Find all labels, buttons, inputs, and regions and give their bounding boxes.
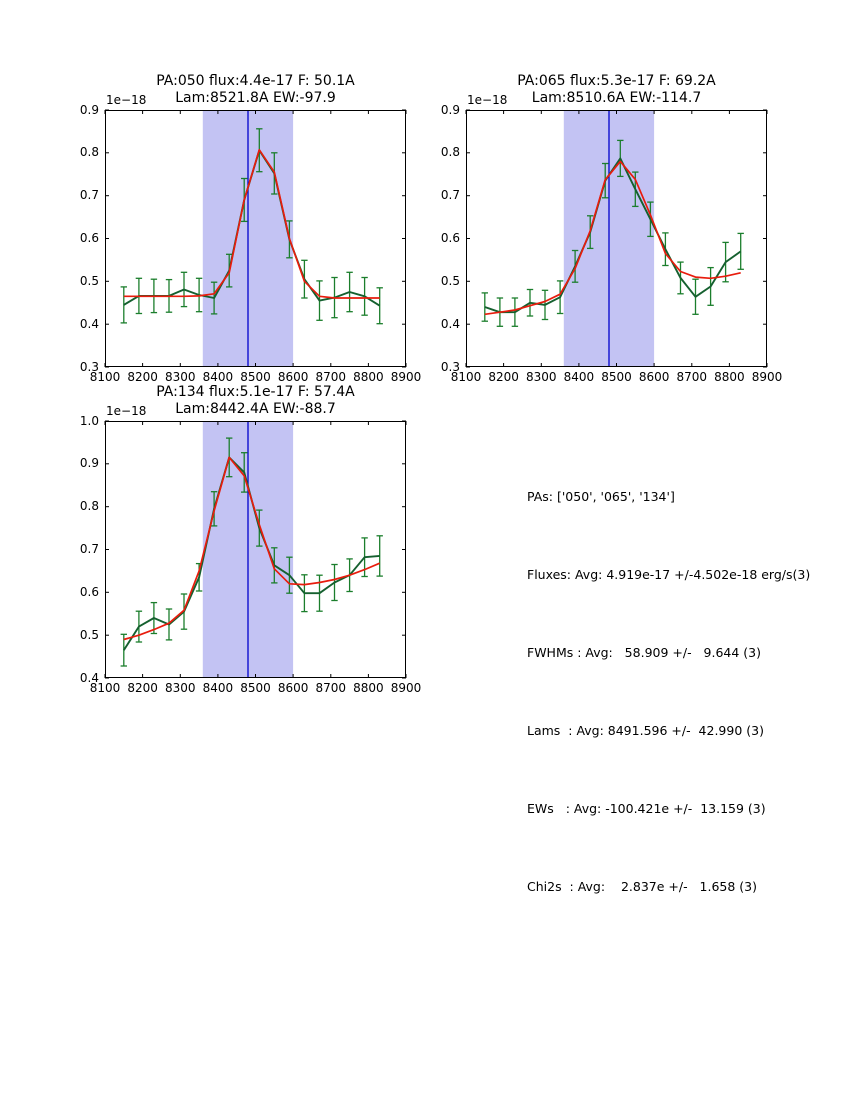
y-tick-label: 0.6 xyxy=(79,231,99,245)
y-tick-label: 0.4 xyxy=(79,670,99,685)
x-tick-label: 8400 xyxy=(563,370,595,384)
x-tick-label: 8700 xyxy=(315,370,347,384)
plot-title-line1: PA:065 flux:5.3e-17 F: 69.2A xyxy=(517,73,716,89)
y-tick-label: 0.9 xyxy=(440,102,460,117)
spectrum-plot-pa-065 xyxy=(440,73,783,384)
x-tick-label: 8400 xyxy=(202,370,234,384)
x-tick-label: 8600 xyxy=(277,370,309,384)
stats-line-fluxes: Fluxes: Avg: 4.919e-17 +/-4.502e-18 erg/s(3) xyxy=(527,567,811,582)
stats-line-chi2s: Chi2s : Avg: 2.837e +/- 1.658 (3) xyxy=(527,879,758,894)
x-tick-label: 8100 xyxy=(89,681,121,695)
x-tick-label: 8600 xyxy=(638,370,670,384)
x-tick-label: 8900 xyxy=(751,370,783,384)
x-tick-label: 8900 xyxy=(390,681,422,695)
y-tick-label: 0.5 xyxy=(79,273,99,288)
axis-tick-labels xyxy=(79,102,422,384)
x-tick-label: 8300 xyxy=(165,681,196,695)
x-tick-label: 8200 xyxy=(488,370,519,384)
axis-tick-labels xyxy=(79,413,422,695)
stats-line-ews: EWs : Avg: -100.421e +/- 13.159 (3) xyxy=(527,801,766,816)
plot-title-line2: Lam:8442.4A EW:-88.7 xyxy=(175,401,336,417)
y-tick-label: 1.0 xyxy=(79,413,99,428)
x-tick-label: 8100 xyxy=(89,370,121,384)
x-tick-label: 8800 xyxy=(353,681,384,695)
y-axis-offset-label: 1e−18 xyxy=(467,93,508,107)
plot-title-line1: PA:050 flux:4.4e-17 F: 50.1A xyxy=(156,73,355,89)
y-tick-label: 0.8 xyxy=(79,499,99,514)
plot-title-line2: Lam:8521.8A EW:-97.9 xyxy=(175,90,336,106)
x-tick-label: 8800 xyxy=(714,370,745,384)
x-tick-label: 8700 xyxy=(676,370,708,384)
x-tick-label: 8800 xyxy=(353,370,384,384)
y-axis-offset-label: 1e−18 xyxy=(106,404,147,418)
spectrum-plot-pa-050 xyxy=(79,73,422,384)
x-tick-label: 8500 xyxy=(240,681,271,695)
y-tick-label: 0.3 xyxy=(79,359,99,374)
x-tick-label: 8400 xyxy=(202,681,234,695)
y-axis-offset-label: 1e−18 xyxy=(106,93,147,107)
y-tick-label: 0.9 xyxy=(79,102,99,117)
y-tick-label: 0.9 xyxy=(79,456,99,471)
plot-title-line2: Lam:8510.6A EW:-114.7 xyxy=(531,90,702,106)
x-tick-label: 8300 xyxy=(165,370,196,384)
y-tick-label: 0.4 xyxy=(79,316,99,331)
stats-line-fwhms: FWHMs : Avg: 58.909 +/- 9.644 (3) xyxy=(527,645,761,660)
x-tick-label: 8100 xyxy=(450,370,482,384)
y-tick-label: 0.8 xyxy=(79,145,99,160)
x-tick-label: 8700 xyxy=(315,681,347,695)
stats-line-lams: Lams : Avg: 8491.596 +/- 42.990 (3) xyxy=(527,723,764,738)
y-tick-label: 0.6 xyxy=(440,231,460,245)
x-tick-label: 8600 xyxy=(277,681,309,695)
x-tick-label: 8500 xyxy=(601,370,632,384)
y-tick-label: 0.6 xyxy=(79,584,99,599)
x-tick-label: 8900 xyxy=(390,370,422,384)
x-tick-label: 8500 xyxy=(240,370,271,384)
x-tick-label: 8200 xyxy=(127,370,158,384)
axis-tick-labels xyxy=(440,102,783,384)
y-tick-label: 0.5 xyxy=(440,273,460,288)
y-tick-label: 0.8 xyxy=(440,145,460,160)
y-tick-label: 0.7 xyxy=(79,542,99,556)
y-tick-label: 0.3 xyxy=(440,359,460,374)
y-tick-label: 0.5 xyxy=(79,627,99,642)
y-tick-label: 0.7 xyxy=(440,188,460,203)
spectrum-plot-pa-134 xyxy=(79,384,422,695)
x-tick-label: 8300 xyxy=(526,370,557,384)
stats-line-pas: PAs: ['050', '065', '134'] xyxy=(527,489,675,504)
stats-panel xyxy=(527,432,810,952)
plot-title-line1: PA:134 flux:5.1e-17 F: 57.4A xyxy=(156,384,355,400)
y-tick-label: 0.4 xyxy=(440,316,460,331)
y-tick-label: 0.7 xyxy=(79,188,99,203)
x-tick-label: 8200 xyxy=(127,681,158,695)
